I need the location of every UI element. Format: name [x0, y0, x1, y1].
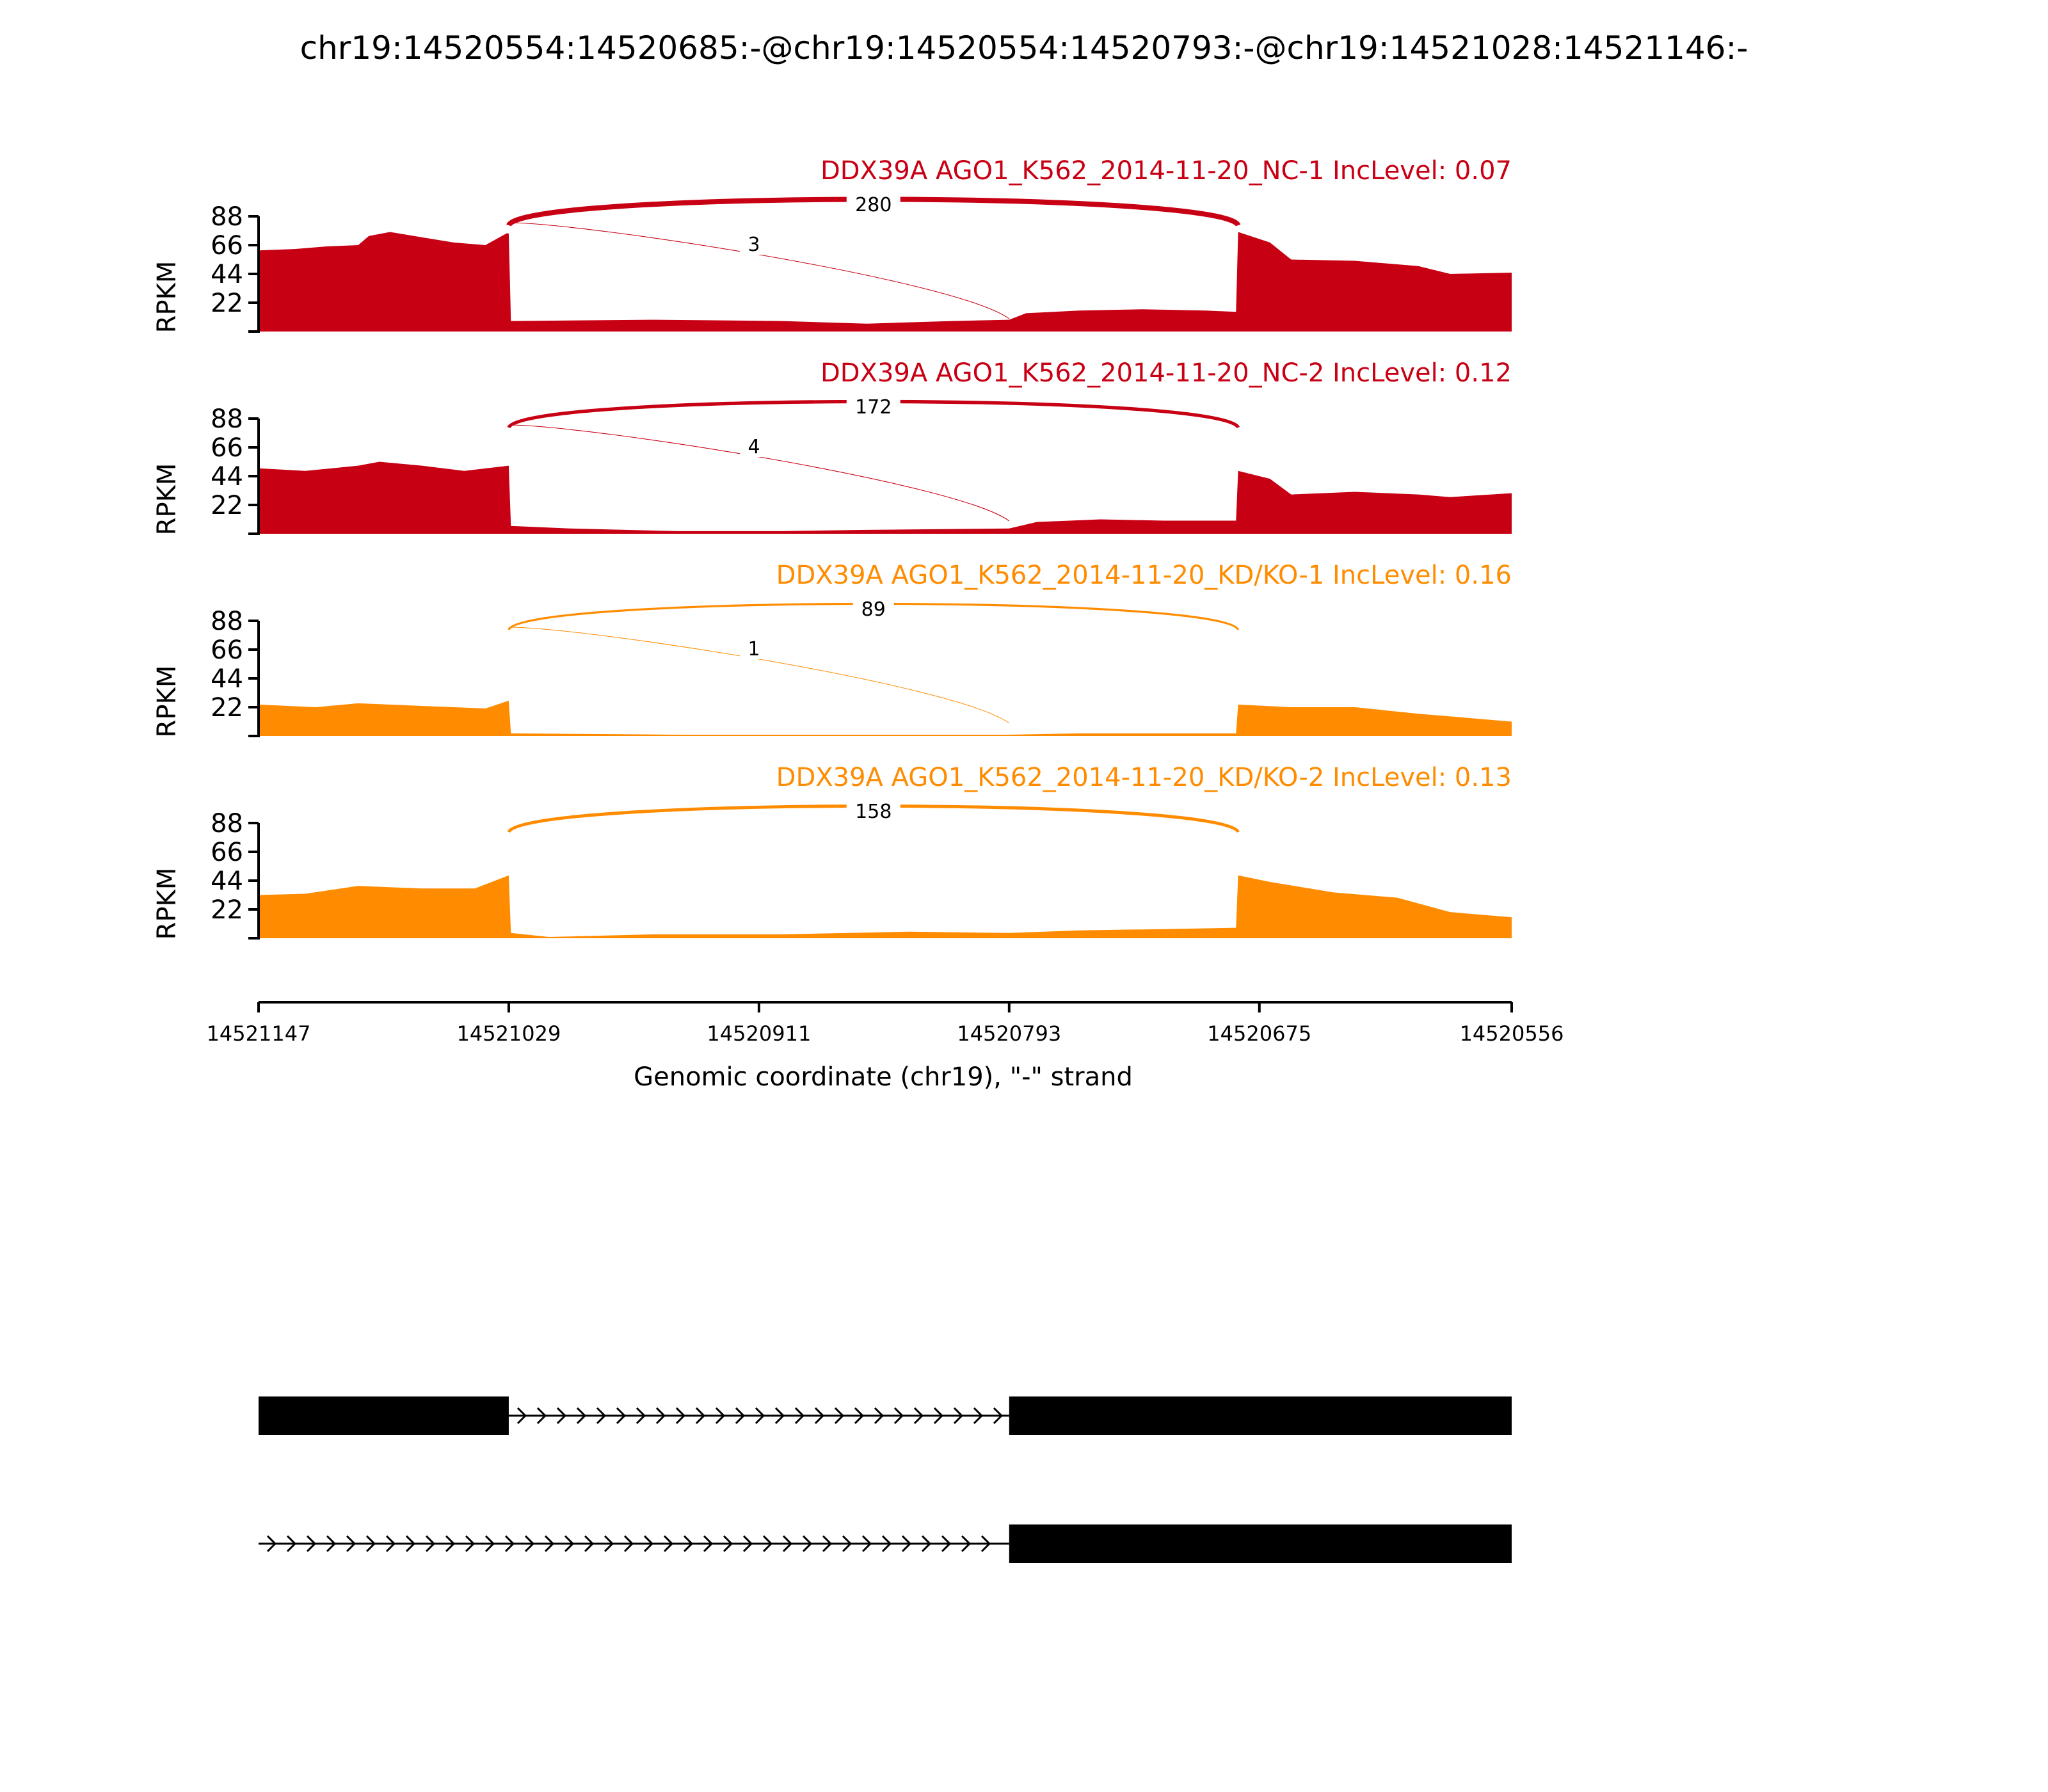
x-axis — [207, 1002, 1564, 1046]
coverage-panels — [152, 156, 1512, 940]
coverage-area — [259, 232, 1512, 332]
y-tick-label: 88 — [211, 404, 243, 434]
y-tick-label: 66 — [211, 231, 243, 260]
y-axis-label: RPKM — [152, 463, 182, 536]
coverage-area — [259, 462, 1512, 534]
x-tick-label: 14520675 — [1207, 1021, 1312, 1046]
junction-count-label: 89 — [861, 598, 886, 621]
exon-block — [1009, 1396, 1512, 1435]
x-tick-label: 14520793 — [957, 1021, 1062, 1046]
coverage-panel-1 — [152, 156, 1512, 333]
chart-title: chr19:14520554:14520685:-@chr19:14520554:14520793:-@chr19:14521028:14521146:- — [300, 29, 1748, 67]
coverage-area — [259, 701, 1512, 736]
y-tick-label: 66 — [211, 838, 243, 867]
exon-block — [1009, 1524, 1512, 1563]
y-tick-label: 44 — [211, 260, 243, 289]
y-tick-label: 22 — [211, 895, 243, 925]
x-tick-label: 14521029 — [456, 1021, 561, 1046]
transcript-track-1 — [259, 1396, 1512, 1435]
sample-label: DDX39A AGO1_K562_2014-11-20_NC-2 IncLevel: 0.12 — [820, 358, 1512, 388]
y-tick-label: 66 — [211, 433, 243, 463]
y-tick-label: 88 — [211, 202, 243, 232]
junction-count-label: 172 — [855, 396, 892, 419]
y-axis-label: RPKM — [152, 260, 182, 333]
junction-count-label: 280 — [855, 194, 892, 216]
y-tick-label: 22 — [211, 491, 243, 520]
sample-label: DDX39A AGO1_K562_2014-11-20_NC-1 IncLevel: 0.07 — [820, 156, 1512, 186]
y-tick-label: 44 — [211, 867, 243, 896]
y-tick-label: 88 — [211, 809, 243, 838]
y-axis-label: RPKM — [152, 665, 182, 738]
y-tick-label: 44 — [211, 462, 243, 492]
transcript-tracks — [259, 1396, 1512, 1563]
coverage-panel-3 — [152, 561, 1512, 737]
sample-label: DDX39A AGO1_K562_2014-11-20_KD/KO-2 IncLevel: 0.13 — [776, 763, 1512, 792]
junction-count-label: 158 — [855, 801, 892, 823]
junction-count-label: 3 — [748, 234, 760, 256]
junction-count-label: 4 — [748, 436, 760, 458]
exon-block — [259, 1396, 509, 1435]
y-tick-label: 44 — [211, 664, 243, 694]
sample-label: DDX39A AGO1_K562_2014-11-20_KD/KO-1 IncLevel: 0.16 — [776, 561, 1512, 590]
junction-count-label: 1 — [748, 638, 760, 660]
y-tick-label: 22 — [211, 693, 243, 723]
x-tick-label: 14520556 — [1459, 1021, 1564, 1046]
y-axis-label: RPKM — [152, 867, 182, 940]
transcript-track-2 — [259, 1524, 1512, 1563]
y-tick-label: 22 — [211, 289, 243, 318]
y-tick-label: 66 — [211, 636, 243, 665]
coverage-panel-2 — [152, 358, 1512, 535]
y-tick-label: 88 — [211, 607, 243, 636]
x-axis-label: Genomic coordinate (chr19), "-" strand — [634, 1062, 1133, 1092]
coverage-area — [259, 876, 1512, 938]
x-tick-label: 14520911 — [707, 1021, 812, 1046]
coverage-panel-4 — [152, 763, 1512, 940]
x-tick-label: 14521147 — [206, 1021, 311, 1046]
